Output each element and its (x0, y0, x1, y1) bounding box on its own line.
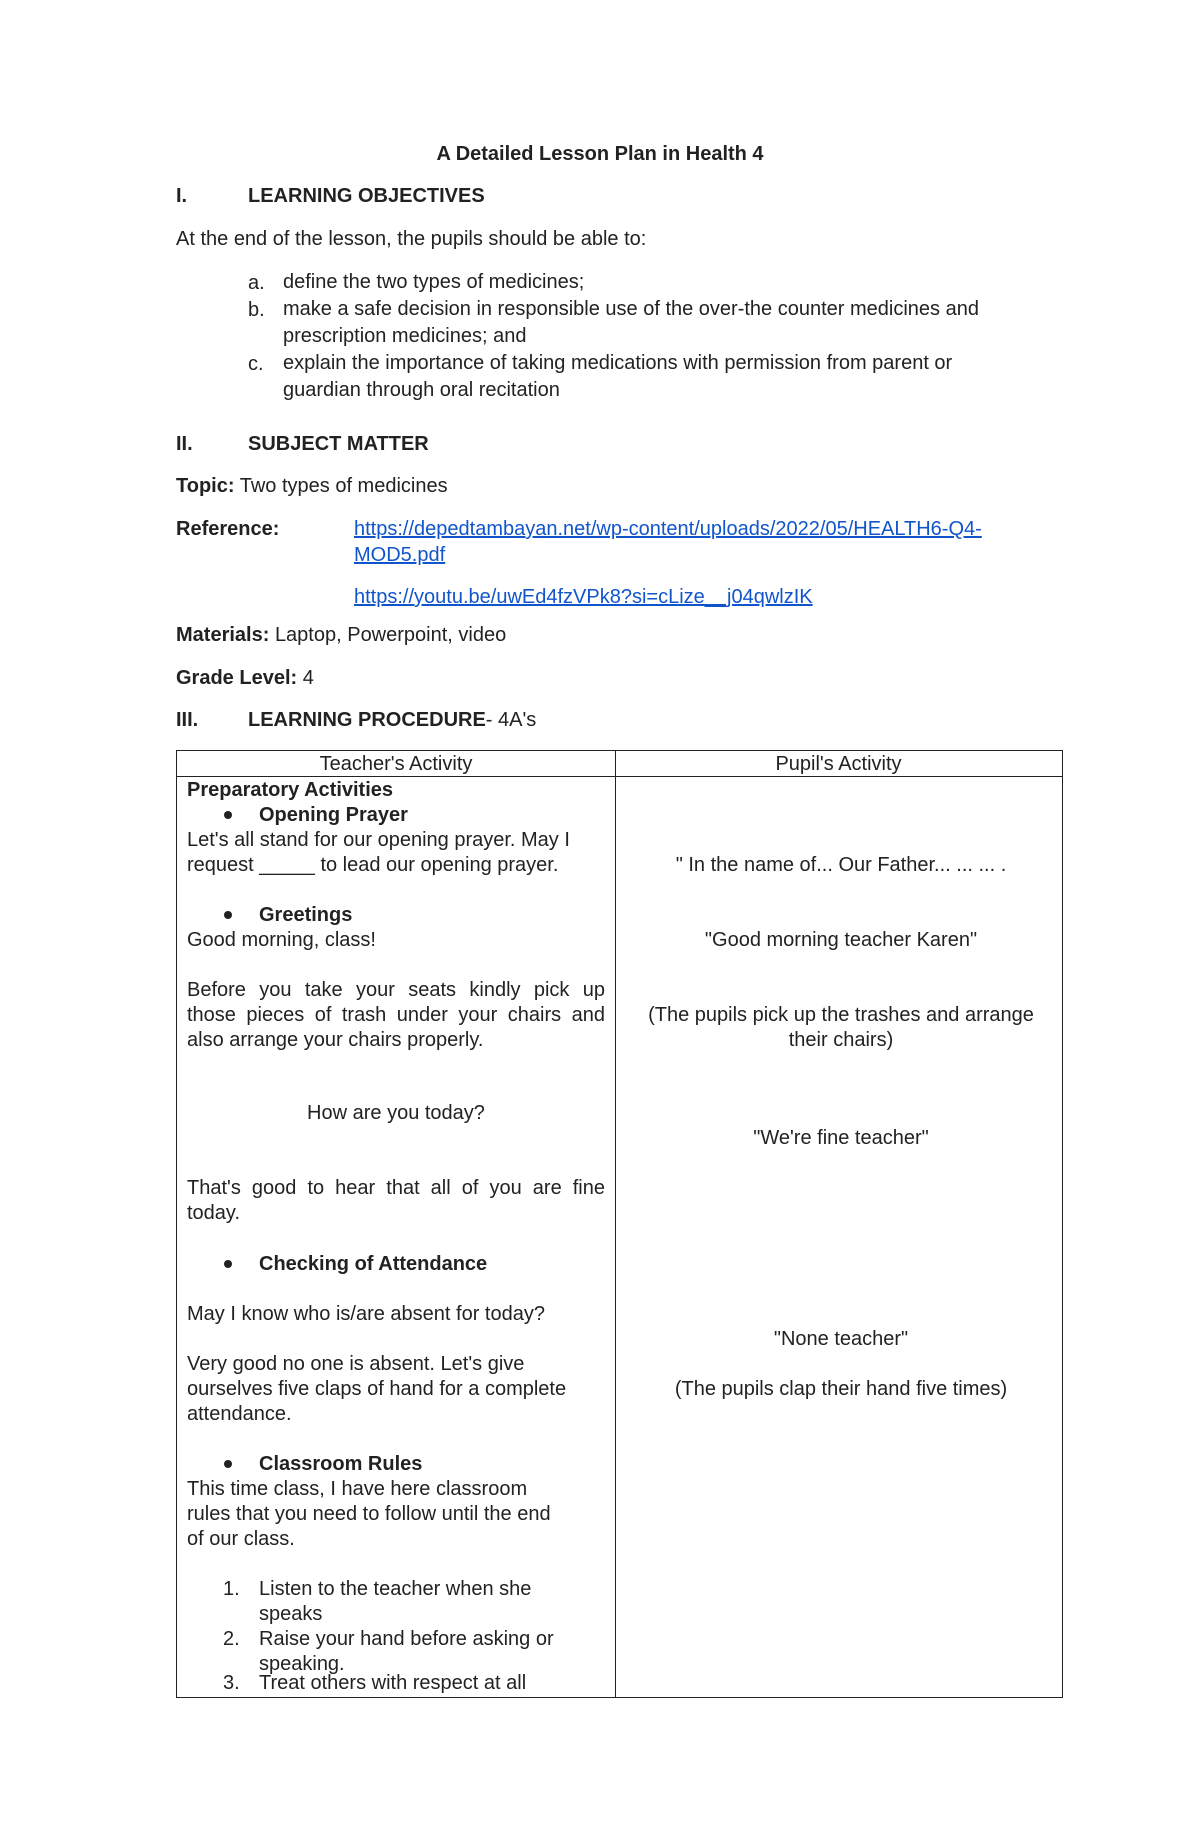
objectives-intro: At the end of the lesson, the pupils should be able to: (176, 228, 647, 250)
reference-link-1-line-1[interactable]: https://depedtambayan.net/wp-content/uploads/2022/05/HEALTH6-Q4- (354, 518, 982, 540)
bullet-icon (224, 1460, 232, 1468)
rule-2-line-2: speaking. (259, 1653, 345, 1675)
trash-text-line-1: Before you take your seats kindly pick up (187, 979, 605, 1001)
prayer-text-line-2: request _____ to lead our opening prayer. (187, 854, 559, 876)
objective-a-text: define the two types of medicines; (283, 271, 585, 293)
pupil-greeting-response: "Good morning teacher Karen" (704, 929, 978, 951)
section-1-heading: LEARNING OBJECTIVES (248, 185, 485, 207)
section-3-heading: LEARNING PROCEDURE (248, 709, 486, 731)
bullet-icon (224, 1260, 232, 1268)
bullet-icon (224, 811, 232, 819)
trash-text-line-2: those pieces of trash under your chairs and (187, 1004, 605, 1026)
section-2-number: II. (176, 433, 193, 455)
pupil-prayer-response: " In the name of... Our Father... ... ... . (675, 854, 1007, 876)
rule-1-line-1: Listen to the teacher when she (259, 1578, 532, 1600)
grade-value: 4 (302, 667, 314, 689)
rule-1-number: 1. (223, 1578, 240, 1600)
materials-value: Laptop, Powerpoint, video (274, 624, 507, 646)
pupil-trash-line-1: (The pupils pick up the trashes and arrange (648, 1004, 1034, 1026)
classroom-rules-heading: Classroom Rules (259, 1453, 423, 1475)
absent-question: May I know who is/are absent for today? (187, 1303, 545, 1325)
good-to-hear-line-2: today. (187, 1202, 240, 1224)
section-1-number: I. (176, 185, 188, 207)
objective-a-letter: a. (248, 272, 265, 294)
objective-b-letter: b. (248, 299, 265, 321)
objective-b-line-2: prescription medicines; and (283, 325, 527, 347)
learning-procedure-table (176, 750, 1063, 1698)
rule-3-number: 3. (223, 1672, 240, 1694)
topic-line (176, 472, 448, 500)
preparatory-activities: Preparatory Activities (187, 779, 394, 801)
very-good-line-3: attendance. (187, 1403, 292, 1425)
section-3-number: III. (176, 709, 199, 731)
section-3-suffix: - 4A's (485, 709, 537, 731)
greetings-heading: Greetings (259, 904, 353, 926)
pupil-fine-response: "We're fine teacher" (753, 1127, 929, 1149)
reference-link-2[interactable]: https://youtu.be/uwEd4fzVPk8?si=cLize__j04qwlzIK (354, 586, 813, 608)
objective-c-line-2: guardian through oral recitation (283, 379, 560, 401)
section-2-heading: SUBJECT MATTER (248, 433, 429, 455)
materials-line (176, 621, 506, 649)
reference-label: Reference: (176, 518, 280, 540)
very-good-line-2: ourselves five claps of hand for a complete (187, 1378, 567, 1400)
document-title: A Detailed Lesson Plan in Health 4 (436, 143, 764, 165)
topic-value: Two types of medicines (239, 475, 448, 497)
attendance-heading: Checking of Attendance (259, 1253, 488, 1275)
trash-text-line-3: also arrange your chairs properly. (187, 1029, 484, 1051)
topic-label: Topic: (176, 475, 235, 497)
prayer-text-line-1: Let's all stand for our opening prayer. May I (187, 829, 570, 851)
grade-label: Grade Level: (176, 667, 298, 689)
rule-2-number: 2. (223, 1628, 240, 1650)
table-header-pupil: Pupil's Activity (615, 751, 1062, 777)
table-column-divider (615, 751, 616, 1697)
rules-intro-line-2: rules that you need to follow until the end (187, 1503, 551, 1525)
objective-b-line-1: make a safe decision in responsible use of the over-the counter medicines and (283, 298, 979, 320)
how-are-you-text: How are you today? (307, 1102, 485, 1124)
rules-intro-line-3: of our class. (187, 1528, 295, 1550)
greeting-text: Good morning, class! (187, 929, 376, 951)
materials-label: Materials: (176, 624, 270, 646)
rule-1-line-2: speaks (259, 1603, 323, 1625)
section-3-heading-line (248, 706, 536, 734)
grade-line (176, 664, 314, 692)
bullet-icon (224, 911, 232, 919)
good-to-hear-line-1: That's good to hear that all of you are fine (187, 1177, 605, 1199)
pupil-trash-line-2: their chairs) (788, 1029, 894, 1051)
pupil-clap-response: (The pupils clap their hand five times) (674, 1378, 1008, 1400)
rule-2-line-1: Raise your hand before asking or (259, 1628, 554, 1650)
rules-intro-line-1: This time class, I have here classroom (187, 1478, 528, 1500)
very-good-line-1: Very good no one is absent. Let's give (187, 1353, 525, 1375)
rule-3-line-1: Treat others with respect at all (259, 1672, 527, 1694)
objective-c-letter: c. (248, 353, 264, 375)
table-header-teacher: Teacher's Activity (177, 751, 615, 777)
objective-c-line-1: explain the importance of taking medications with permission from parent or (283, 352, 953, 374)
reference-link-1-line-2[interactable]: MOD5.pdf (354, 544, 446, 566)
pupil-none-response: "None teacher" (773, 1328, 909, 1350)
opening-prayer-heading: Opening Prayer (259, 804, 408, 826)
